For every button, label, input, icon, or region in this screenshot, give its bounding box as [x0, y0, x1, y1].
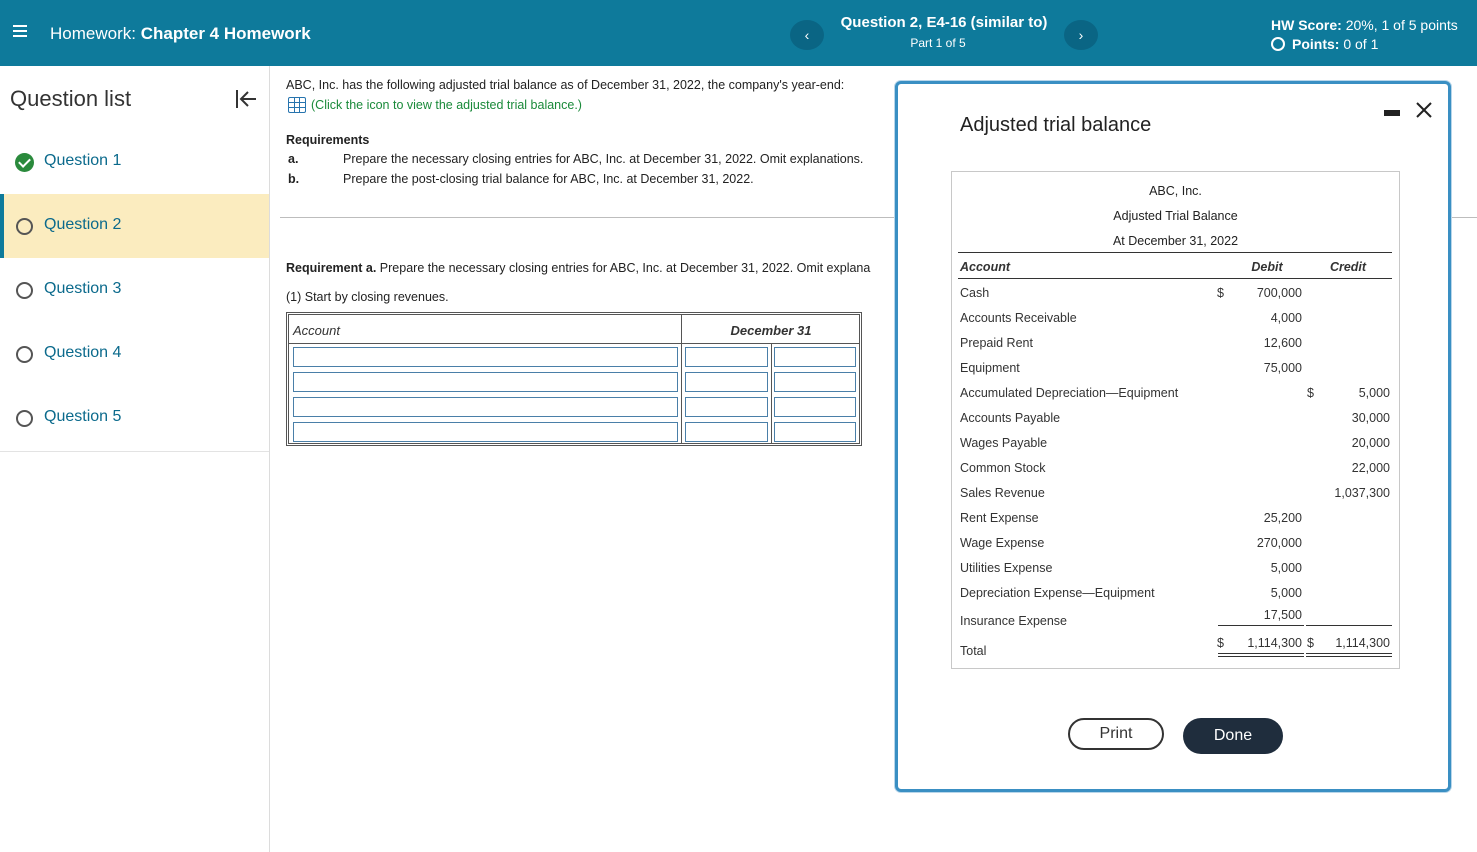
- column-header-rule: [958, 278, 1392, 279]
- total-row-label: [952, 644, 1399, 664]
- question-list-item-5[interactable]: [0, 386, 269, 450]
- step-instruction: (1) Start by closing revenues.: [286, 290, 449, 304]
- account-name: Common Stock: [960, 461, 1046, 475]
- total-double-rule: [1306, 656, 1392, 657]
- hw-score-value: 20%, 1 of 5 points: [1345, 17, 1458, 33]
- total-credit-currency: $: [1307, 636, 1314, 650]
- total-label: Total: [960, 644, 987, 658]
- total-double-rule: [1306, 653, 1392, 654]
- credit-amount: 22,000: [1351, 461, 1390, 475]
- account-name: Sales Revenue: [960, 486, 1045, 500]
- table-column-rule: [681, 315, 682, 443]
- homework-prefix: Homework:: [50, 24, 136, 43]
- table-row: [952, 361, 1399, 381]
- debit-amount: 5,000: [1270, 586, 1302, 600]
- circle-icon: [16, 218, 33, 235]
- table-row: [952, 286, 1399, 306]
- table-row: [952, 461, 1399, 481]
- account-name: Cash: [960, 286, 990, 300]
- statement-date: At December 31, 2022: [1112, 234, 1239, 248]
- question-list-item-1[interactable]: [0, 130, 269, 194]
- menu-icon[interactable]: [13, 24, 27, 38]
- done-button[interactable]: Done: [1183, 718, 1283, 754]
- previous-question-button[interactable]: ‹: [790, 20, 824, 50]
- credit-amount: 20,000: [1351, 436, 1390, 450]
- account-input-2[interactable]: [293, 372, 678, 392]
- question-list-item-4[interactable]: [0, 322, 269, 386]
- subtotal-rule: [1306, 625, 1392, 626]
- header-rule: [958, 252, 1392, 253]
- check-icon: [15, 153, 34, 172]
- credit-input-2[interactable]: [774, 372, 856, 392]
- table-row-label: [952, 614, 1399, 634]
- credit-amount: 5,000: [1358, 386, 1390, 400]
- table-row: [952, 336, 1399, 356]
- points-value: 0 of 1: [1343, 36, 1379, 52]
- requirement-b-text: Prepare the post-closing trial balance for ABC, Inc. at December 31, 2022.: [343, 172, 754, 186]
- debit-column-header: Debit: [1251, 260, 1283, 274]
- account-input-4[interactable]: [293, 422, 678, 442]
- credit-amount: 1,037,300: [1334, 486, 1390, 500]
- company-name: ABC, Inc.: [1149, 184, 1202, 198]
- account-name: Utilities Expense: [960, 561, 1053, 575]
- question-list-item-2[interactable]: [0, 194, 269, 258]
- debit-currency: $: [1217, 286, 1224, 300]
- points-label: Points:: [1292, 36, 1340, 52]
- requirement-a-text: Prepare the necessary closing entries for ABC, Inc. at December 31, 2022. Omit explanations.: [343, 152, 864, 166]
- total-credit: 1,114,300: [1335, 636, 1390, 650]
- table-row: [952, 486, 1399, 506]
- homework-name: Chapter 4 Homework: [140, 24, 311, 43]
- question-title: Question 2, E4-16 (similar to): [840, 14, 1048, 31]
- credit-input-1[interactable]: [774, 347, 856, 367]
- trial-balance-dialog: [895, 81, 1451, 792]
- close-icon[interactable]: [1414, 99, 1434, 121]
- hw-score: [1271, 17, 1458, 33]
- account-name: Wages Payable: [960, 436, 1048, 450]
- requirements-heading: Requirements: [286, 133, 370, 147]
- question-part: Part 1 of 5: [910, 36, 966, 50]
- statement-title: Adjusted Trial Balance: [1113, 209, 1238, 223]
- homework-title: [50, 24, 311, 44]
- credit-input-4[interactable]: [774, 422, 856, 442]
- journal-entry-table: [286, 312, 862, 446]
- points-status-icon: [1271, 37, 1285, 51]
- credit-currency: $: [1307, 386, 1314, 400]
- account-name: Accumulated Depreciation—Equipment: [960, 386, 1179, 400]
- minimize-icon[interactable]: [1384, 110, 1400, 116]
- print-button[interactable]: Print: [1068, 718, 1164, 750]
- requirement-a-label: Requirement a.: [286, 261, 377, 275]
- table-row: [952, 536, 1399, 556]
- debit-amount: 270,000: [1256, 536, 1302, 550]
- credit-column-header: Credit: [1329, 260, 1367, 274]
- dialog-title: Adjusted trial balance: [960, 114, 1152, 136]
- table-row: [952, 311, 1399, 331]
- table-row: [952, 561, 1399, 581]
- account-name: Prepaid Rent: [960, 336, 1033, 350]
- circle-icon: [16, 282, 33, 299]
- account-name: Equipment: [960, 361, 1020, 375]
- account-name: Depreciation Expense—Equipment: [960, 586, 1155, 600]
- total-double-rule: [1218, 653, 1304, 654]
- account-name: Wage Expense: [960, 536, 1045, 550]
- next-question-button[interactable]: ›: [1064, 20, 1098, 50]
- account-name: Accounts Receivable: [960, 311, 1077, 325]
- question-list-title: Question list: [10, 86, 132, 111]
- total-double-rule: [1218, 656, 1304, 657]
- circle-icon: [16, 346, 33, 363]
- top-bar: [0, 0, 1477, 66]
- credit-input-3[interactable]: [774, 397, 856, 417]
- trial-balance-table: [951, 171, 1400, 669]
- debit-amount: 17,500: [1263, 608, 1302, 622]
- table-column-rule: [771, 343, 772, 443]
- debit-input-2[interactable]: [685, 372, 768, 392]
- date-column-header: December 31: [730, 323, 812, 338]
- requirement-a-prompt: [286, 261, 870, 275]
- points: [1271, 36, 1378, 52]
- debit-amount: 25,200: [1263, 511, 1302, 525]
- question-label: Question 3: [44, 280, 122, 297]
- table-header-rule: [289, 343, 859, 344]
- collapse-sidebar-icon[interactable]: [234, 88, 258, 110]
- account-input-3[interactable]: [293, 397, 678, 417]
- table-row: [952, 511, 1399, 531]
- subtotal-rule: [1218, 625, 1304, 626]
- question-label: Question 4: [44, 344, 122, 361]
- account-name: Accounts Payable: [960, 411, 1061, 425]
- total-debit: 1,114,300: [1247, 636, 1302, 650]
- table-row: [952, 411, 1399, 431]
- circle-icon: [16, 410, 33, 427]
- debit-amount: 4,000: [1270, 311, 1302, 325]
- view-trial-balance-link[interactable]: (Click the icon to view the adjusted trial balance.): [311, 98, 582, 112]
- debit-input-1[interactable]: [685, 347, 768, 367]
- sidebar-divider: [0, 451, 269, 452]
- debit-input-3[interactable]: [685, 397, 768, 417]
- requirement-b-letter: b.: [288, 172, 300, 186]
- account-name: Rent Expense: [960, 511, 1039, 525]
- hw-score-label: HW Score:: [1271, 17, 1342, 33]
- problem-intro: ABC, Inc. has the following adjusted trial balance as of December 31, 2022, the company's year-end:: [286, 78, 845, 92]
- debit-amount: 5,000: [1270, 561, 1302, 575]
- debit-amount: 12,600: [1263, 336, 1302, 350]
- requirement-a-letter: a.: [288, 152, 299, 166]
- table-row: [952, 386, 1399, 406]
- account-column-header: Account: [960, 260, 1010, 274]
- account-name: Insurance Expense: [960, 614, 1068, 628]
- question-label: Question 5: [44, 408, 122, 425]
- question-list-item-3[interactable]: [0, 258, 269, 322]
- requirement-a-prompt-text: Prepare the necessary closing entries for ABC, Inc. at December 31, 2022. Omit explana: [379, 261, 871, 275]
- table-row: [952, 586, 1399, 606]
- table-icon[interactable]: [288, 97, 306, 113]
- credit-amount: 30,000: [1351, 411, 1390, 425]
- debit-amount: 75,000: [1263, 361, 1302, 375]
- table-row: [952, 436, 1399, 456]
- question-label: Question 1: [44, 152, 122, 169]
- total-debit-currency: $: [1217, 636, 1224, 650]
- debit-amount: 700,000: [1256, 286, 1302, 300]
- question-list-sidebar: [0, 66, 270, 852]
- debit-input-4[interactable]: [685, 422, 768, 442]
- account-column-header: Account: [293, 323, 340, 338]
- question-label: Question 2: [44, 216, 122, 233]
- account-input-1[interactable]: [293, 347, 678, 367]
